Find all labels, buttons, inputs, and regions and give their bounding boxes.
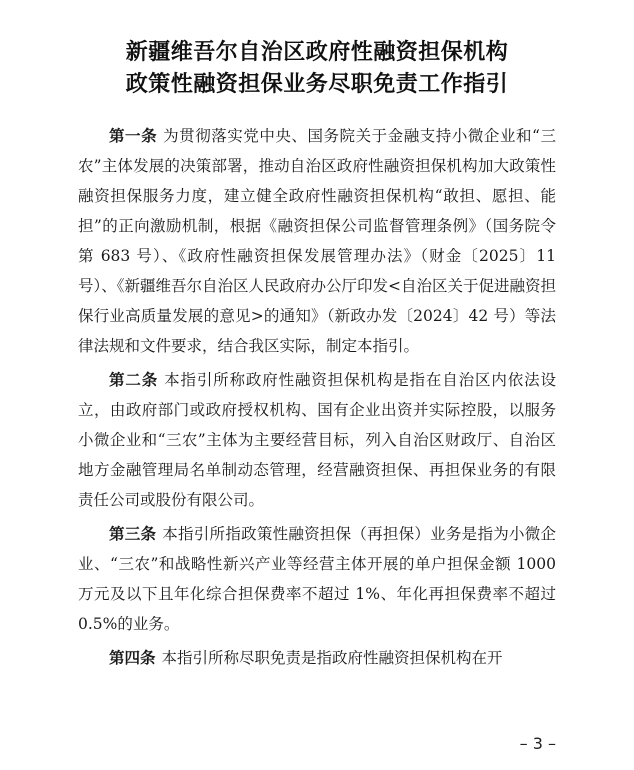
article-text: 本指引所称尽职免责是指政府性融资担保机构在开 <box>161 649 503 667</box>
article-text: 为贯彻落实党中央、国务院关于金融支持小微企业和“三农”主体发展的决策部署，推动自治区政府性融资担保机构加大政策性融资担保服务力度，建立健全政府性融资担保机构“敢担、愿担、能担”的正向激励机制，根据《融资担保公司监督管理条例》（国务院令第 683 号）、《政府性融资担保发展管理办法》（财金〔2025〕11 号）、《新疆维吾尔自治区人民政府办公厅印发<自治区关于促进融资担保行业高质量发展的意见>的通知》（新政办发〔2024〕42 号）等法律法规和文件要求，结合我区实际，制定本指引。 <box>78 127 556 355</box>
article-label: 第二条 <box>109 371 159 389</box>
article-text: 本指引所称政府性融资担保机构是指在自治区内依法设立，由政府部门或政府授权机构、国有企业出资并实际控股，以服务小微企业和“三农”主体为主要经营目标，列入自治区财政厅、自治区地方金融管理局名单制动态管理，经营融资担保、再担保业务的有限责任公司或股份有限公司。 <box>78 371 556 509</box>
article-2 <box>78 365 556 515</box>
document-body <box>78 121 556 677</box>
article-1 <box>78 121 556 361</box>
article-label: 第一条 <box>109 127 158 145</box>
page-number: – 3 – <box>519 734 556 753</box>
article-text: 本指引所指政策性融资担保（再担保）业务是指为小微企业、“三农”和战略性新兴产业等经营主体开展的单户担保金额 1000 万元及以下且年化综合担保费率不超过 1%、年化再担保费率不超过 0.5%的业务。 <box>78 525 556 633</box>
article-label: 第三条 <box>109 525 157 543</box>
article-label: 第四条 <box>109 649 156 667</box>
document-title-line2: 政策性融资担保业务尽职免责工作指引 <box>125 72 509 97</box>
document-title-line1: 新疆维吾尔自治区政府性融资担保机构 <box>125 40 509 65</box>
article-4 <box>78 643 556 673</box>
article-3 <box>78 519 556 639</box>
